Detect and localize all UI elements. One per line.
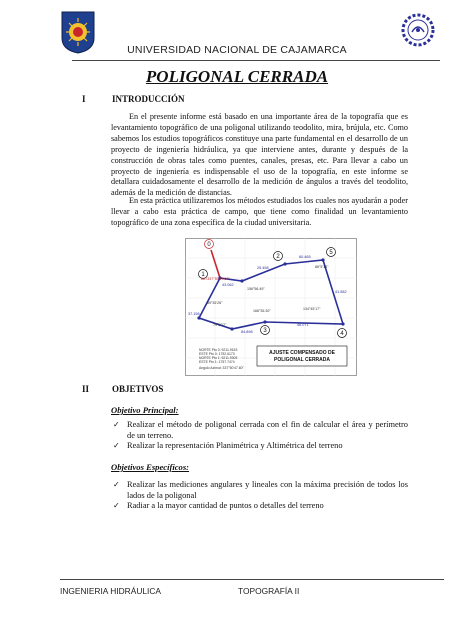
length-label: 43.062: [222, 283, 234, 287]
figure-caption-line2: POLIGONAL CERRADA: [273, 357, 331, 363]
principal-objective-title: Objetivo Principal:: [111, 405, 179, 415]
vertex-label-2: 2: [276, 254, 280, 261]
angle-label: 134°45'17": [303, 307, 321, 311]
university-name: UNIVERSIDAD NACIONAL DE CAJAMARCA: [127, 44, 347, 56]
vertex-label-5: 5: [329, 250, 333, 257]
length-label: 46.071: [297, 323, 309, 327]
angle-label: 86°5'15": [315, 265, 329, 269]
page-title: POLIGONAL CERRADA: [145, 67, 329, 86]
checkmark-icon: ✓: [113, 441, 120, 451]
checkmark-icon: ✓: [113, 420, 120, 429]
engineering-gear-icon: [398, 10, 438, 50]
angle-label: 89°35'26": [207, 301, 223, 305]
list-item: ✓ Radiar a la mayor cantidad de puntos o detalles del terreno: [113, 501, 324, 511]
section-number: II: [82, 384, 90, 394]
intro-paragraph-1-text: En el presente informe está basado en una importante área de la topografía que es levantamiento topográfico de una poligonal utilizando teodolito, mira, brújula, etc. Como sabemos los estudios topográficos constituye una parte fundamental en el desarrollo de un proyecto de ingeniería hidráulica, ya que interviene antes, durante y después de la construcción de obras tales como puentes, canales, presas, etc. Para llevar a cabo un proyecto de ingeniería es indispensable el uso de la topografía, en este informe se detallara cuidadosamente el desarrollo de la medición de ángulos a través del teodolito, además de la medición de distancias.: [111, 112, 408, 198]
length-label: 41.582: [335, 290, 347, 294]
checkmark-icon: ✓: [113, 480, 120, 489]
vertex-label-3: 3: [263, 328, 267, 335]
principal-objective-list: [111, 420, 408, 452]
specific-objectives-title: Objetivos Específicos:: [111, 462, 190, 472]
angle-label: 166°35.30": [253, 309, 271, 313]
list-item: ✓ Realizar las mediciones angulares y lineales con la máxima precisión de todos los lados de la poligonal: [113, 480, 408, 500]
length-label: 60.465: [299, 255, 311, 259]
footer-left: INGENIERIA HIDRÁULICA: [60, 586, 161, 596]
list-item: ✓ Realizar la representación Planimétrica y Altimétrica del terreno: [113, 441, 343, 451]
vertex-label-0: 0: [207, 242, 211, 249]
section-label: OBJETIVOS: [112, 384, 164, 394]
checkmark-icon: ✓: [113, 501, 120, 511]
angle-label: 79°50'2": [213, 323, 227, 327]
length-label: 25.458: [257, 266, 269, 270]
azimuth-label: Az=337°50'47.60": [201, 277, 230, 281]
list-item: ✓ Realizar el método de poligonal cerrada con el fin de calcular el área y perímetro de un terreno.: [113, 420, 408, 440]
length-label: 84.898: [241, 330, 253, 334]
vertex-label-1: 1: [201, 272, 205, 279]
vertex-label-4: 4: [340, 331, 344, 338]
length-label: 37.156: [188, 312, 200, 316]
azimuth-note: Angulo Azimut: 337°50'47.60": [199, 366, 244, 370]
section-label: INTRODUCCIÓN: [112, 94, 185, 104]
coords-block-1: NORTE Pto 0: 9211.9153 ESTE Pto 0: 1752.6173: [199, 348, 238, 356]
angle-label: 156°56.49": [247, 287, 265, 291]
intro-paragraph-1: [111, 112, 408, 199]
footer-right: TOPOGRAFÍA II: [238, 586, 300, 596]
intro-paragraph-2: [111, 196, 408, 229]
footer-divider: [60, 579, 444, 580]
intro-paragraph-2-text: En esta práctica utilizaremos los métodos estudiados los cuales nos ayudarán a poder llevar a cabo esta práctica de campo, que tiene como finalidad un levantamiento topográfico de una zona específica de la ciudad universitaria.: [111, 196, 408, 227]
coords-block-2: NORTE Pto 1: 9211.9305 ESTE Pto 1: 1757.7474: [199, 356, 238, 364]
figure-caption-line1: AJUSTE COMPENSADO DE: [269, 350, 335, 356]
specific-objectives-list: [111, 480, 408, 512]
traverse-figure: [185, 238, 357, 376]
header-divider: [72, 60, 440, 61]
section-number: I: [82, 94, 86, 104]
